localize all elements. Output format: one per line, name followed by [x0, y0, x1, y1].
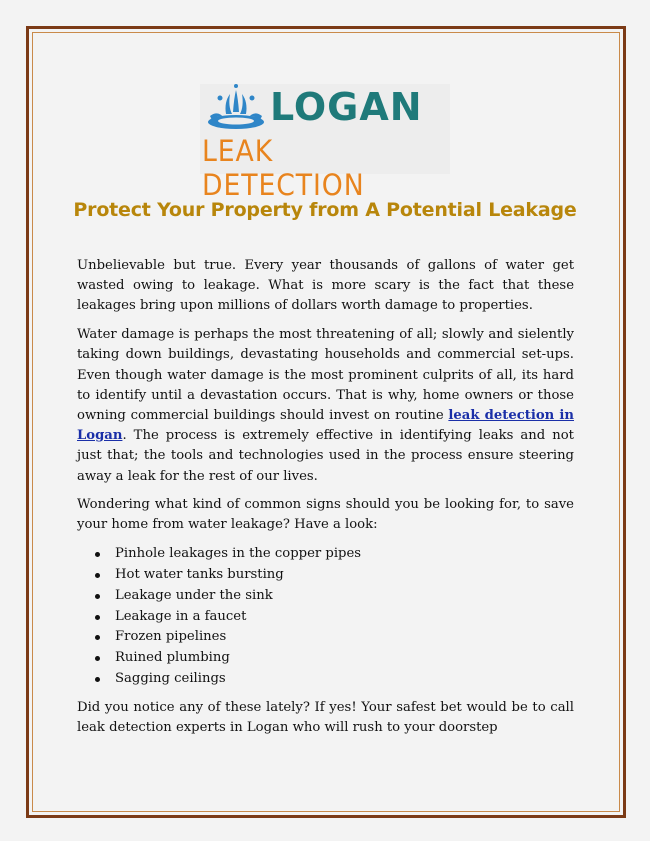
list-item: Leakage in a faucet	[115, 607, 574, 628]
leak-detection-link[interactable]: leak detection in Logan	[77, 407, 574, 444]
paragraph-intro: Unbelievable but true. Every year thousands of gallons of water get wasted owing to leakage. What is more scary is the fact that these leakages bring upon millions of dollars worth damage to properties.	[77, 258, 574, 314]
paragraph-text: . The process is extremely effective in identifying leaks and not just that; the tools and technologies used in the process ensure steering away a leak for the rest of our lives.	[77, 428, 574, 484]
article-body	[77, 256, 574, 747]
list-item: Hot water tanks bursting	[115, 565, 574, 586]
signs-list	[77, 544, 574, 690]
paragraph-water-damage	[77, 325, 574, 487]
paragraph-closing: Did you notice any of these lately? If yes! Your safest bet would be to call leak detection experts in Logan who will rush to your doorstep	[77, 699, 574, 735]
logo-word-leak-detection: LEAK DETECTION	[202, 134, 365, 202]
list-item: Ruined plumbing	[115, 648, 574, 669]
page-title: Protect Your Property from A Potential Leakage	[73, 199, 577, 221]
logo-word-logan: LOGAN	[270, 85, 423, 129]
list-item: Sagging ceilings	[115, 669, 574, 690]
logan-leak-detection-logo	[200, 84, 450, 202]
paragraph-text: Water damage is perhaps the most threatening of all; slowly and sielently taking down buildings, devastating households and commercial set-ups. Even though water damage is the most prominent culprits of all, its hard to identify until a devastation occurs. That is why, home owners or those owning commercial buildings should invest on routine	[77, 327, 574, 423]
list-item: Frozen pipelines	[115, 627, 574, 648]
list-item: Leakage under the sink	[115, 586, 574, 607]
list-item: Pinhole leakages in the copper pipes	[115, 544, 574, 565]
paragraph-signs-intro: Wondering what kind of common signs should you be looking for, to save your home from water leakage? Have a look:	[77, 497, 574, 533]
water-splash-icon	[200, 84, 270, 134]
